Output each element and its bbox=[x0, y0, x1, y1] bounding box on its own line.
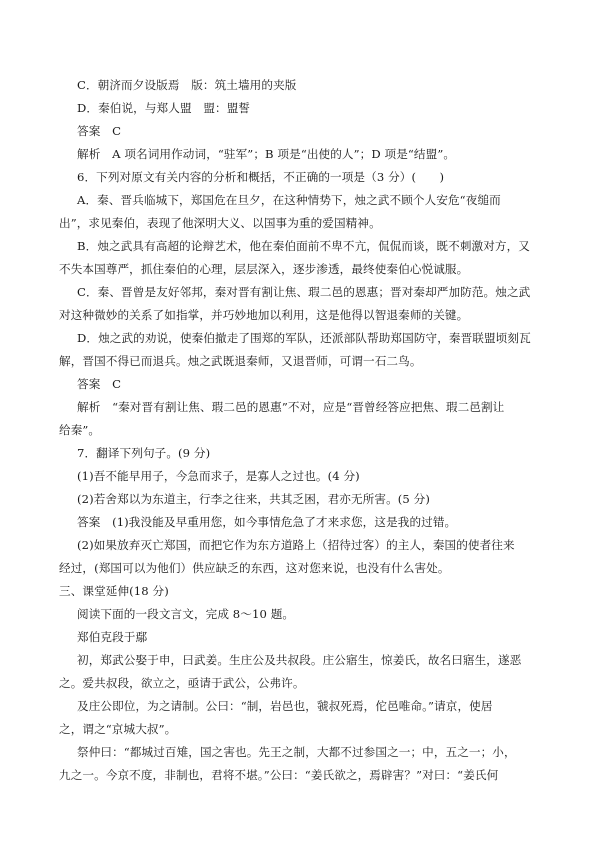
passage-p2-line1: 及庄公即位，为之请制。公曰：“制，岩邑也，虢叔死焉，佗邑唯命。”请京，使居 bbox=[77, 699, 493, 713]
q6-option-b-line2: 不失本国尊严，抓住秦伯的心理，层层深入，逐步渗透，最终使秦伯心悦诚服。 bbox=[59, 262, 469, 276]
answer-5: 答案 C bbox=[77, 124, 122, 138]
question-6: 6．下列对原文有关内容的分析和概括，不正确的一项是（3 分）( ) bbox=[77, 170, 445, 184]
passage-p3-line1: 祭仲曰：“都城过百雉，国之害也。先王之制，大都不过参国之一；中，五之一；小， bbox=[77, 745, 516, 759]
option-c-line: C．朝济而夕设版焉 版：筑土墙用的夹版 bbox=[77, 78, 297, 92]
q6-option-d-line2: 解，晋国不得已而退兵。烛之武既退秦师，又退晋师，可谓一石二鸟。 bbox=[59, 354, 422, 368]
explanation-6-line1: 解析 “秦对晋有割让焦、瑕二邑的恩惠”不对，应是“晋曾经答应把焦、瑕二邑割让 bbox=[77, 400, 505, 414]
answer-6: 答案 C bbox=[77, 377, 122, 391]
passage-p2-line2: 之，谓之“京城大叔”。 bbox=[59, 722, 177, 736]
q6-option-a-line2: 出”，求见秦伯，表现了他深明大义、以国事为重的爱国精神。 bbox=[59, 216, 381, 230]
passage-p3-line2: 九之一。今京不度，非制也，君将不堪。”公曰：“姜氏欲之，焉辟害？”对曰：“姜氏何 bbox=[59, 768, 499, 782]
q6-option-a-line1: A．秦、晋兵临城下，郑国危在旦夕，在这种情势下，烛之武不顾个人安危“夜缒而 bbox=[77, 193, 501, 207]
q6-option-b-line1: B．烛之武具有高超的论辩艺术，他在秦伯面前不卑不亢，侃侃而谈，既不刺激对方，又 bbox=[77, 239, 530, 253]
explanation-5: 解析 A 项名词用作动词，“驻军”；B 项是“出使的人”；D 项是“结盟”。 bbox=[77, 147, 456, 161]
answer-7-part2-line1: (2)如果放弃灭亡郑国，而把它作为东方道路上（招待过客）的主人，秦国的使者往来 bbox=[77, 538, 515, 552]
option-d-line: D．秦伯说，与郑人盟 盟：盟誓 bbox=[77, 101, 251, 115]
q6-option-d-line1: D．烛之武的劝说，使秦伯撤走了围郑的军队，还派部队帮助郑国防守，秦晋联盟顷刻瓦 bbox=[77, 331, 531, 345]
section-3-heading: 三、课堂延伸(18 分) bbox=[59, 584, 169, 598]
answer-7-part1: 答案 (1)我没能及早重用您，如今事情危急了才来求您，这是我的过错。 bbox=[77, 515, 457, 529]
passage-p1-line1: 初，郑武公娶于申，曰武姜。生庄公及共叔段。庄公寤生，惊姜氏，故名曰寤生，遂恶 bbox=[77, 653, 522, 667]
q6-option-c-line1: C．秦、晋曾是友好邻邦，秦对晋有割让焦、瑕二邑的恩惠；晋对秦却严加防范。烛之武 bbox=[77, 285, 531, 299]
passage-title: 郑伯克段于鄢 bbox=[77, 630, 148, 644]
q6-option-c-line2: 对这种微妙的关系了如指掌，并巧妙地加以利用，这是他得以智退秦师的关键。 bbox=[59, 308, 469, 322]
passage-p1-line2: 之。爱共叔段，欲立之，亟请于武公，公弗许。 bbox=[59, 676, 305, 690]
question-7: 7．翻译下列句子。(9 分) bbox=[77, 446, 211, 460]
answer-7-part2-line2: 经过，(郑国可以为他们）供应缺乏的东西，这对您来说，也没有什么害处。 bbox=[59, 561, 450, 575]
q7-sentence-2: (2)若舍郑以为东道主，行李之往来，共其乏困，君亦无所害。(5 分) bbox=[77, 492, 430, 506]
q7-sentence-1: (1)吾不能早用子，今急而求子，是寡人之过也。(4 分) bbox=[77, 469, 360, 483]
reading-instruction: 阅读下面的一段文言文，完成 8～10 题。 bbox=[77, 607, 295, 621]
explanation-6-line2: 给秦”。 bbox=[59, 423, 101, 437]
